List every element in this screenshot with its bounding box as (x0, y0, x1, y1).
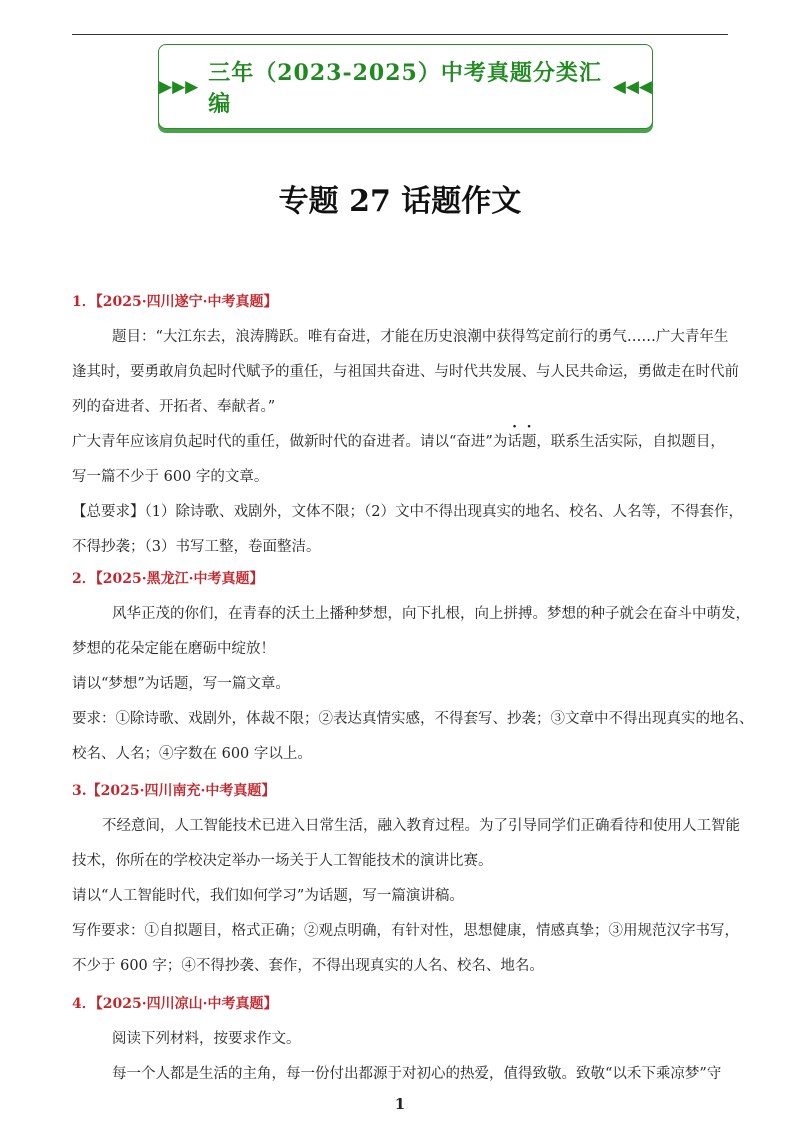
question-3-heading: 3.【2025·四川南充·中考真题】 (72, 783, 276, 799)
question-3-material-line: 不经意间，人工智能技术已进入日常生活，融入教育过程。为了引导同学们正确看待和使用人工智能 (102, 818, 740, 834)
question-3-requirement-line: 写作要求：①自拟题目，格式正确；②观点明确，有针对性，思想健康，情感真挚；③用规范汉字书写， (72, 923, 739, 939)
question-4 (72, 987, 732, 1092)
question-4-heading: 4．【2025·四川凉山·中考真题】 (72, 996, 278, 1012)
series-banner (158, 44, 653, 129)
top-rule (72, 34, 728, 35)
question-2-heading: 2．【2025·黑龙江·中考真题】 (72, 571, 264, 587)
question-3-task-line: 请以“人工智能时代，我们如何学习”为话题，写一篇演讲稿。 (72, 888, 464, 904)
banner-text: 三年（2023-2025）中考真题分类汇编 (208, 59, 602, 117)
question-1-task-text: ，联系生活实际，自拟题目， (536, 434, 725, 450)
banner-arrows-left: ▶▶▶ (159, 76, 199, 97)
page-number: 1 (394, 1095, 406, 1113)
question-1-heading: 1．【2025·四川遂宁·中考真题】 (72, 294, 278, 310)
question-1-task-text: 广大青年应该肩负起时代的重任，做新时代的奋进者。请以“奋进”为 (72, 434, 508, 450)
question-1-task-line: 写一篇不少于 600 字的文章。 (72, 469, 269, 485)
emphasis-dot-char: 话 (507, 434, 522, 450)
emphasis-dot-char: 题 (521, 434, 537, 450)
question-4-material-line: 每一个人都是生活的主角，每一份付出都源于对初心的热爱，值得致敬。致敬“以禾下乘凉梦”守 (112, 1066, 722, 1082)
question-1-requirement-line: 不得抄袭；（3）书写工整，卷面整洁。 (72, 539, 321, 555)
page-title: 专题 27 话题作文 (278, 184, 522, 219)
question-1-material-line: 题目：“大江东去，浪涛腾跃。唯有奋进，才能在历史浪潮中获得笃定前行的勇气……广大青年生 (112, 329, 729, 345)
question-3-requirement-line: 不少于 600 字；④不得抄袭、套作，不得出现真实的人名、校名、地名。 (72, 958, 544, 974)
question-2-material-line: 梦想的花朵定能在磨砺中绽放！ (72, 641, 275, 657)
question-2-material-line: 风华正茂的你们，在青春的沃土上播种梦想，向下扎根，向上拼搏。梦想的种子就会在奋斗中萌发， (112, 606, 750, 622)
question-2-requirement-line: 要求：①除诗歌、戏剧外，体裁不限；②表达真情实感，不得套写、抄袭；③文章中不得出现真实的地名、 (72, 711, 754, 727)
question-4-material-line: 阅读下列材料，按要求作文。 (112, 1031, 301, 1047)
question-1-material-line: 逢其时，要勇敢肩负起时代赋予的重任，与祖国共奋进、与时代共发展、与人民共命运，勇做走在时代前 (72, 364, 739, 380)
question-3-material-line: 技术，你所在的学校决定举办一场关于人工智能技术的演讲比赛。 (72, 853, 493, 869)
question-2-requirement-line: 校名、人名；④字数在 600 字以上。 (72, 746, 312, 762)
question-1-material-line: 列的奋进者、开拓者、奉献者。” (72, 399, 276, 415)
question-1 (72, 285, 743, 565)
question-1-requirement-line: 【总要求】（1）除诗歌、戏剧外，文体不限；（2）文中不得出现真实的地名、校名、人名等，不得套作， (72, 504, 743, 520)
banner-arrows-right: ◀◀◀ (612, 76, 652, 97)
question-3 (72, 774, 740, 984)
question-2 (72, 562, 754, 772)
question-1-task-line (72, 425, 732, 460)
question-2-task-line: 请以“梦想”为话题，写一篇文章。 (72, 676, 290, 692)
